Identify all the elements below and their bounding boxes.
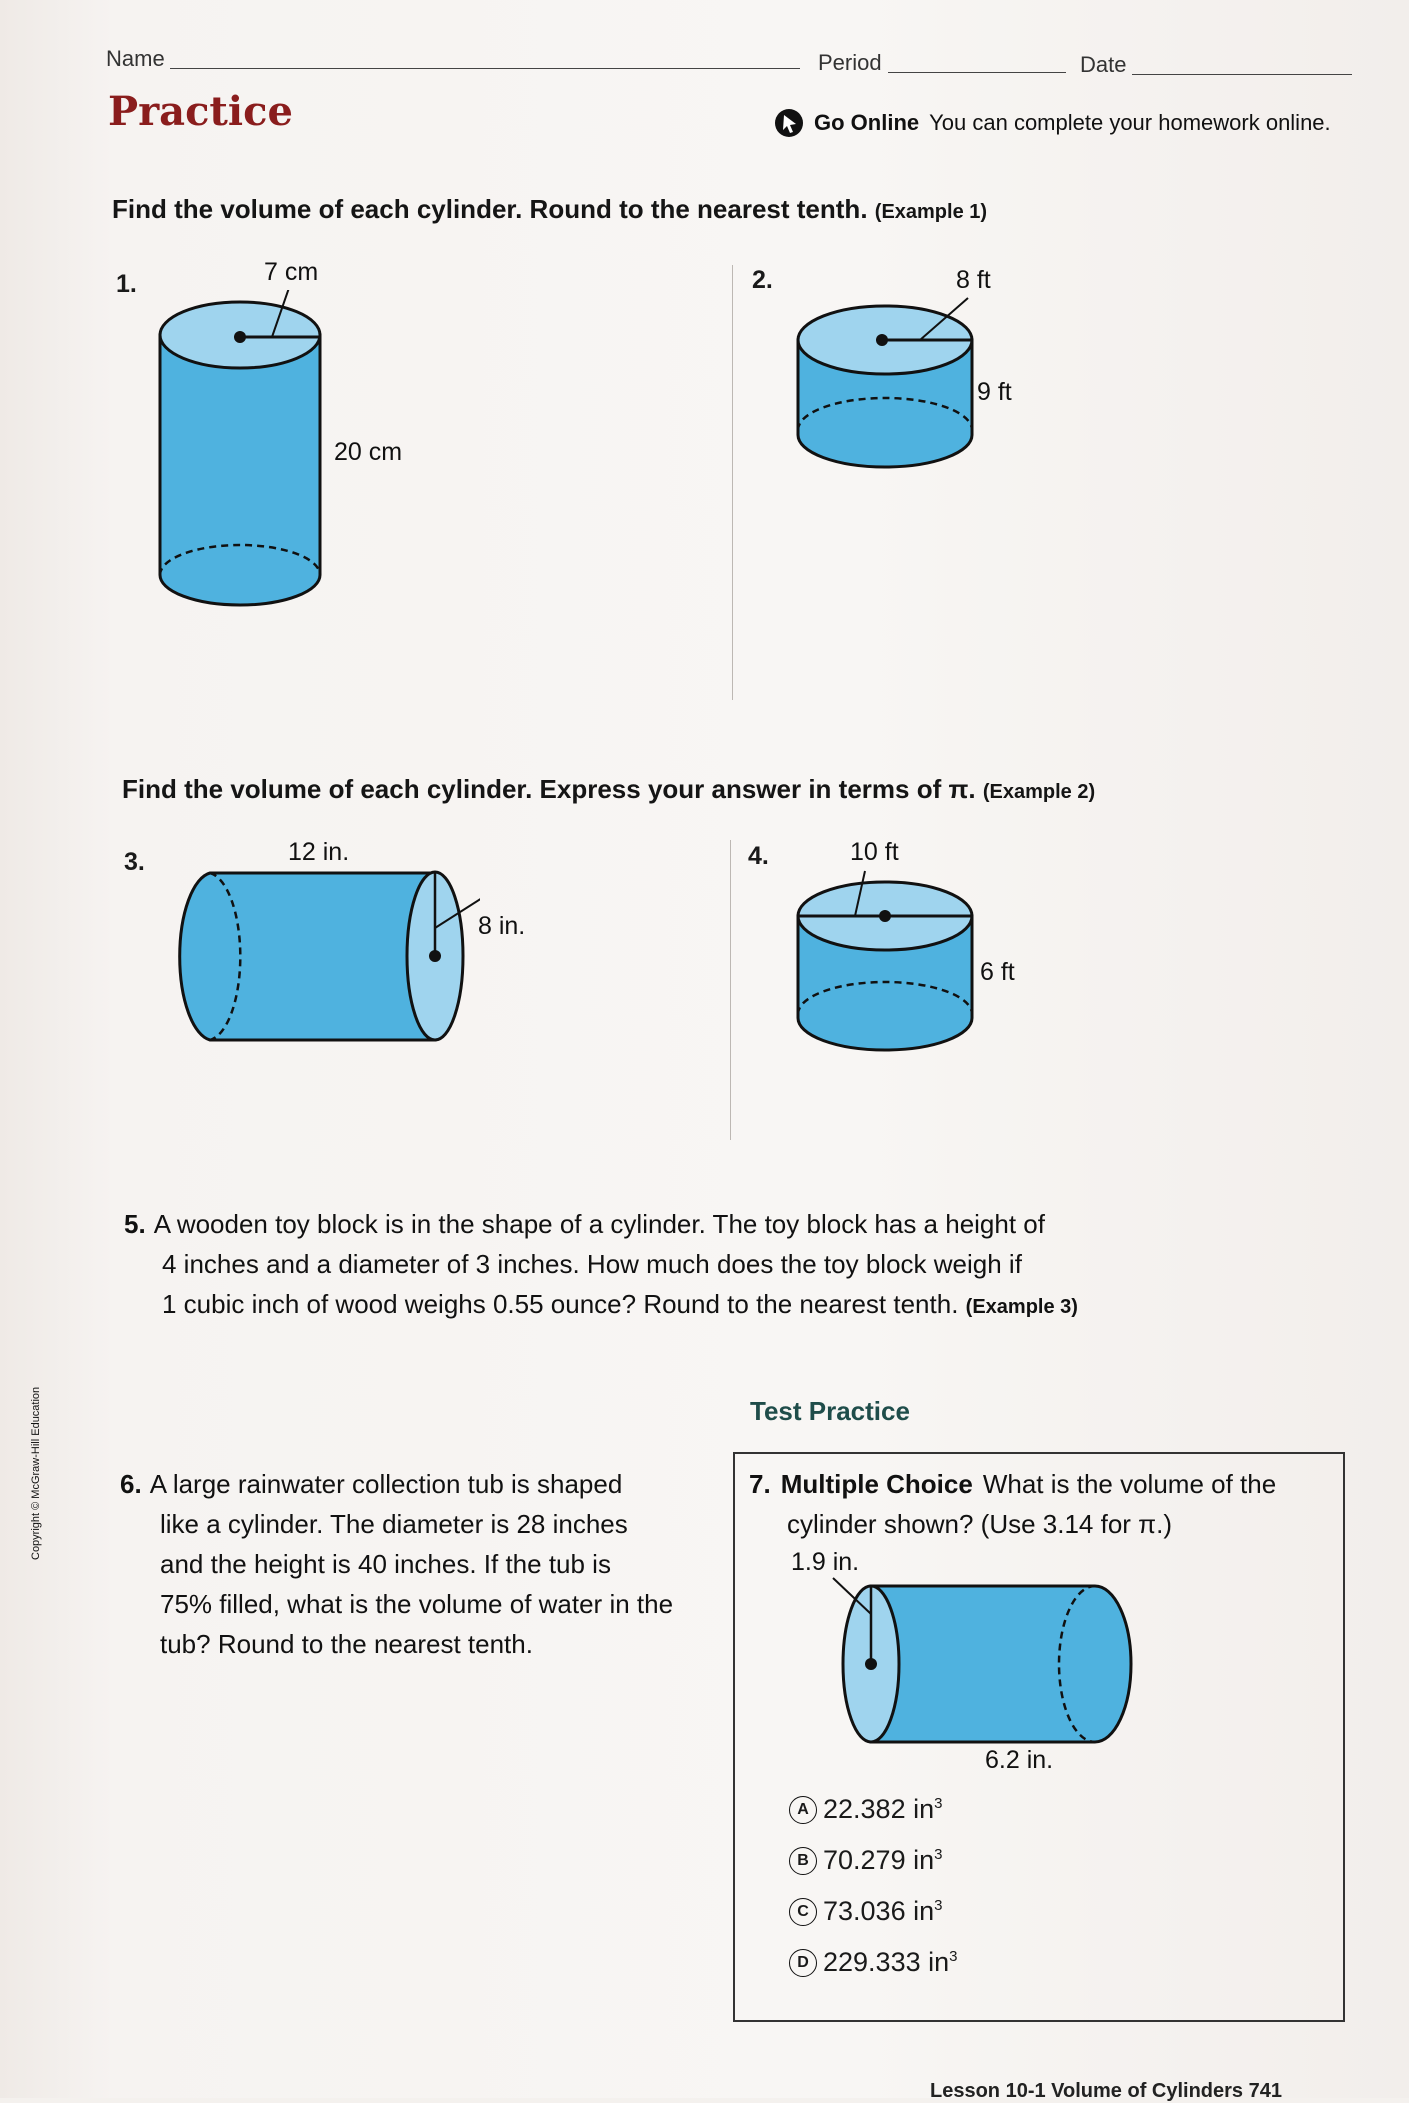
page-footer: Lesson 10-1 Volume of Cylinders 741 [930, 2080, 1282, 2102]
problem6-line2: like a cylinder. The diameter is 28 inches [160, 1509, 628, 1539]
problem2-height-label: 9 ft [977, 378, 1012, 406]
go-online-label: Go Online [814, 110, 920, 135]
problem1-radius-label: 7 cm [264, 258, 319, 286]
problem1-height-label: 20 cm [334, 438, 403, 466]
cylinder-figure-3 [170, 868, 480, 1048]
copyright-notice: Copyright © McGraw-Hill Education [30, 1386, 42, 1560]
problem7-length-label: 6.2 in. [985, 1746, 1054, 1774]
problem4-diameter-label: 10 ft [850, 838, 899, 866]
column-divider-1 [732, 265, 733, 700]
problem3-number: 3. [124, 848, 145, 876]
problem6-line4: 75% filled, what is the volume of water in the [160, 1589, 674, 1619]
problem5-line2: 4 inches and a diameter of 3 inches. How much does the toy block weigh if [162, 1249, 1022, 1279]
problem2-number: 2. [752, 266, 773, 294]
choice-d-bubble[interactable]: D [789, 1949, 817, 1977]
problem7-question [749, 1464, 1339, 1544]
cylinder-figure-4 [790, 868, 980, 1068]
choice-d-value: 229.333 $in^3$ [823, 1947, 958, 1977]
choice-b[interactable] [789, 1845, 957, 1876]
period-label: Period [818, 50, 882, 75]
section1-example: (Example 1) [874, 201, 988, 223]
name-line[interactable] [170, 68, 800, 69]
column-divider-2 [730, 840, 731, 1140]
problem5 [124, 1204, 1204, 1327]
problem3-length-label: 12 in. [288, 838, 350, 866]
problem4-height-label: 6 ft [980, 958, 1015, 986]
section2-heading [122, 774, 1095, 805]
cylinder-figure-2 [790, 290, 980, 490]
problem7-radius-label: 1.9 in. [791, 1548, 860, 1576]
period-line[interactable] [888, 72, 1066, 73]
problem7-type: Multiple Choice [780, 1469, 973, 1499]
cursor-icon [774, 108, 804, 138]
date-label: Date [1080, 52, 1127, 77]
problem2-radius-label: 8 ft [956, 266, 991, 294]
cylinder-figure-7 [815, 1564, 1195, 1754]
problem5-number: 5. [124, 1209, 146, 1239]
section2-example: (Example 2) [982, 781, 1096, 803]
problem6-line1: A large rainwater collection tub is shaped [149, 1469, 623, 1499]
section1-heading-text: Find the volume of each cylinder. Round to the nearest tenth. [112, 194, 868, 224]
problem6-number: 6. [120, 1469, 142, 1499]
choice-b-bubble[interactable]: B [789, 1847, 817, 1875]
problem5-line3: 1 cubic inch of wood weighs 0.55 ounce? Round to the nearest tenth. [162, 1289, 959, 1319]
choice-a-bubble[interactable]: A [789, 1796, 817, 1824]
date-line[interactable] [1132, 74, 1352, 75]
multiple-choice-box [733, 1452, 1345, 2022]
go-online-note [774, 108, 1331, 138]
problem6 [120, 1464, 720, 1664]
problem5-line1: A wooden toy block is in the shape of a cylinder. The toy block has a height of [153, 1209, 1045, 1239]
problem1-number: 1. [116, 270, 137, 298]
problem4-number: 4. [748, 842, 769, 870]
choice-b-value: 70.279 $in^3$ [823, 1845, 943, 1875]
problem5-example: (Example 3) [965, 1296, 1078, 1318]
name-label: Name [106, 46, 165, 71]
problem7-question-a: What is the volume of the [982, 1469, 1277, 1499]
page-title: Practice [108, 88, 293, 135]
section2-heading-text: Find the volume of each cylinder. Express your answer in terms of π. [122, 774, 976, 804]
problem3-radius-label: 8 in. [478, 912, 526, 940]
answer-choices [789, 1794, 957, 1978]
choice-d[interactable] [789, 1947, 957, 1978]
choice-c[interactable] [789, 1896, 957, 1927]
problem5-line3-wrap [124, 1284, 1204, 1327]
choice-a[interactable] [789, 1794, 957, 1825]
choice-c-bubble[interactable]: C [789, 1898, 817, 1926]
test-practice-heading: Test Practice [750, 1396, 910, 1426]
problem7-question-b: cylinder shown? (Use 3.14 for π.) [787, 1509, 1172, 1539]
problem6-line3: and the height is 40 inches. If the tub is [160, 1549, 611, 1579]
section1-heading [112, 194, 987, 225]
choice-a-value: 22.382 $in^3$ [823, 1794, 943, 1824]
cylinder-figure-1 [150, 290, 330, 630]
go-online-text: You can complete your homework online. [929, 110, 1331, 135]
choice-c-value: 73.036 $in^3$ [823, 1896, 943, 1926]
problem6-line5: tub? Round to the nearest tenth. [160, 1629, 533, 1659]
problem7-number: 7. [749, 1469, 771, 1499]
